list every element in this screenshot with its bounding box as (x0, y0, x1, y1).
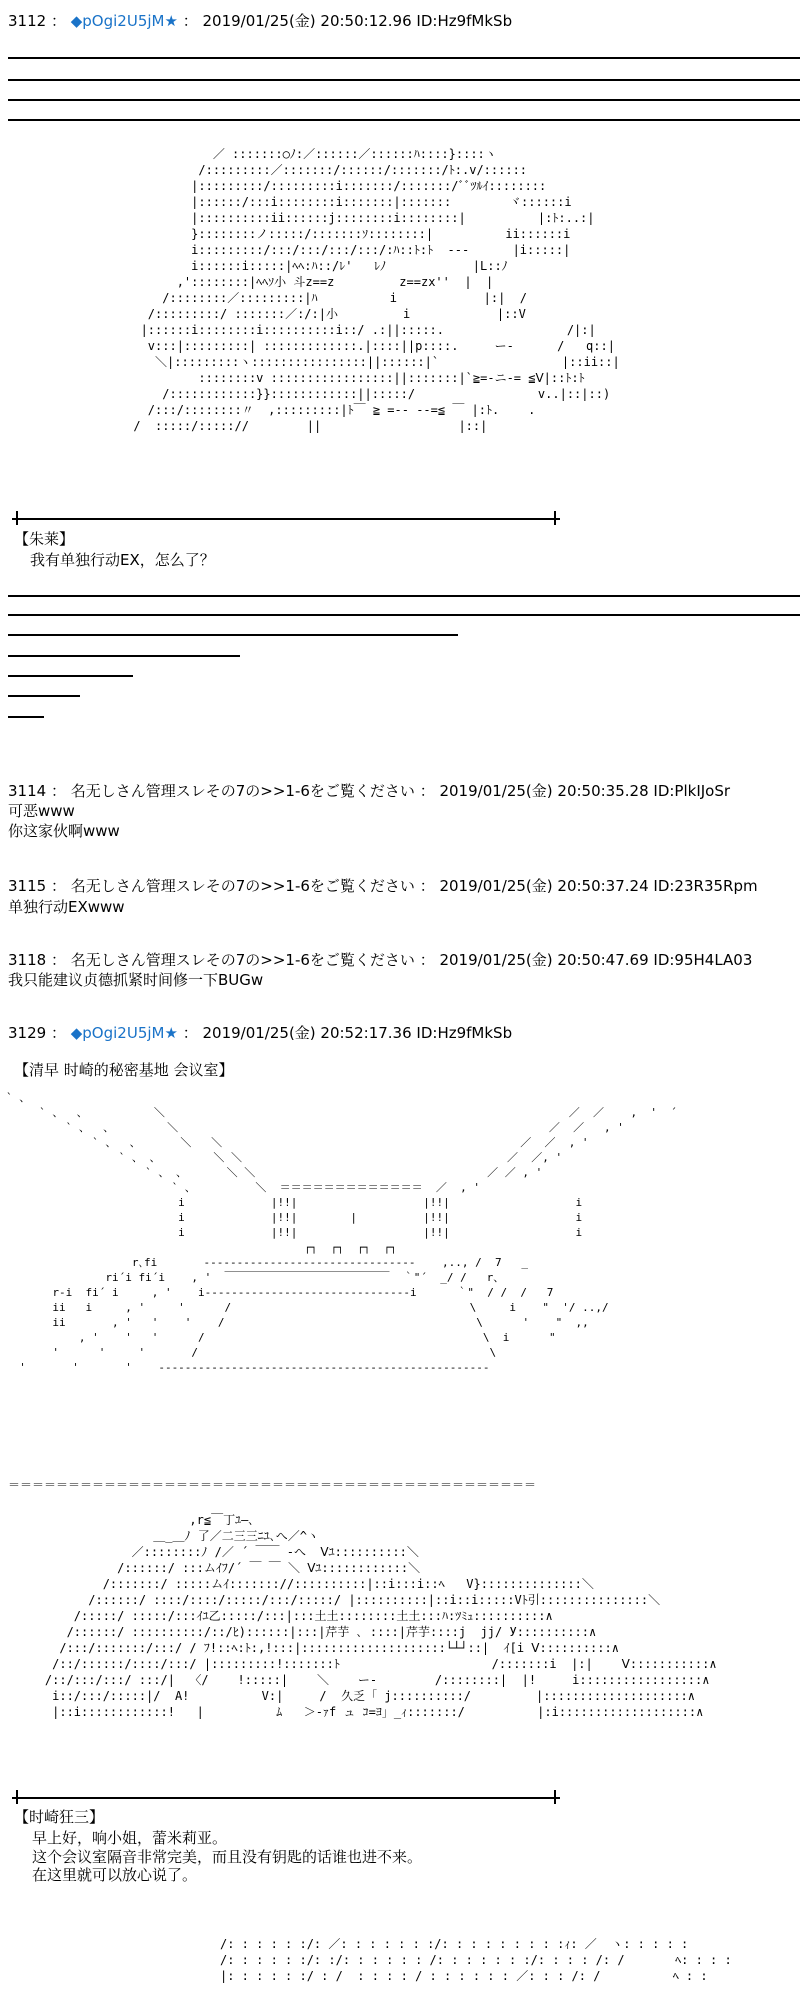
poster-name: 名无しさん管理スレその7の>>1-6をご覧ください (70, 877, 415, 895)
divider-line (8, 614, 800, 616)
post-header-3129: 3129 ： ◆pOgi2U5jM★ ： 2019/01/25(金) 20:52:17.36 ID:Hz9fMkSb (8, 1024, 513, 1042)
ascii-art-character-kurumi: ,r≦￣丁ﾕ―､ ＿_＿ﾉ 了／二三三ﾆﾕ､へ／^ヽ ／::::::::ﾉ /／ ´ ￣￣ ‐へ Ⅴﾕ::::::::::＼ /::::::/ :::ムｲﾌ/´ ￣ ￣ ＼ Ⅴﾕ::::::::::::＼ /:::::::/ :::::ムｲ::::::://::::::::::|::i:::i::ﾍ V}::::::::::::::＼ /::::::/ ::::/::::/:::::/:::/:::::/ |::::::::::|::i::i:::::Vﾄ引:::::::::::::::＼ /:::::/ :::::/:::ｲﾕ乙:::::/:::|:::土土::::::::土土:::ﾊ:ﾂﾐｭ::::::::::∧ /::::::/ ::::::::::/::/ﾋ)::::::|:::|芹芋 ､ ::::|芹芋::::j jj/ У::::::::::∧ /:::/:::::::/:::/ / ﾌ!::ﾍ:ﾄ:,!:::|::::::::::::::::::::└┴┘::| ｲ[i Ⅴ::::::::::∧ /::/::::::/::::/:::/ |:::::::::!:::::::ﾄ /:::::::i |:| Ⅴ:::::::::::∧ /::/:::/:::/ :::/| 〈/ !:::::| ＼ ー‐ /::::::::| |! i:::::::::::::::::∧ i::/:::/:::::|/ A! V:| / 久乏「 j::::::::::/ |::::::::::::::::::::∧ |::i::::::::::::! | ﾑ ＞‐ｧf ュ ｺ=ﾖ」_ｨ:::::::/ |:i:::::::::::::::::::∧ (44, 1513, 717, 1719)
ascii-art-meeting-room: ` 、 ` 、 、 ＼ ／ ／ , ' ´ ` 、 、 ＼ ／ ／ , ' ` 、 、 ＼ ＼ ／ ／ , ' ` 、 、 ＼ ＼ ／ ／, ' ` 、 、 ＼ ＼ ／ ／ , ' ` 、 ＼ ＝＝＝＝＝＝＝＝＝＝＝＝＝ ／ , ' i |!!| |!!| i i |!!| | |!!| i i |!!| |!!| i ┌┐ ┌┐ ┌┐ ┌┐ r､fi ‐‐‐‐‐‐‐‐‐‐‐‐‐‐‐‐‐‐‐‐‐‐‐‐‐‐‐‐‐‐‐‐ ,.., / 7 _ ri´i fi´i , ' ￣￣￣￣￣￣￣￣￣￣￣￣￣￣￣ ｀"´ _/ / r、 r‐i fi´ i , ' i‐‐‐‐‐‐‐‐‐‐‐‐‐‐‐‐‐‐‐‐‐‐‐‐‐‐‐‐‐‐‐i ｀" / / / 7 ii i , ' ' / \ i " '/ ..,/ ii , ' ' ' / \ ' " ,, , ' ' ' / \ i " ' ' ' / \ ' ' ' ‐‐‐‐‐‐‐‐‐‐‐‐‐‐‐‐‐‐‐‐‐‐‐‐‐‐‐‐‐‐‐‐‐‐‐‐‐‐‐‐‐‐‐‐‐‐‐‐‐‐ (6, 1091, 677, 1374)
speaker-label: 【时崎狂三】 (14, 1808, 105, 1826)
trip-link[interactable]: ◆pOgi2U5jM★ (70, 1024, 178, 1042)
dialogue-line: 在这里就可以放心说了。 (32, 1866, 198, 1884)
divider-line (8, 695, 80, 697)
divider-line (8, 634, 458, 636)
post-id[interactable]: ID:23R35Rpm (653, 877, 758, 895)
ascii-art-partial: /: : : : : :/: ／: : : : : : :/: : : : : : : : :ｨ: ／ ヽ: : : : : /: : : : : :/: :/: : : : : : /: : : : : : :/: : : : /: / ﾍ: : : : |: : : : : :/ : / : : : : / : : : : : : ／: : : /: / ﾍ : : (220, 1937, 732, 1983)
speaker-label: 【朱莱】 (14, 530, 75, 548)
poster-name: 名无しさん管理スレその7の>>1-6をご覧ください (70, 782, 415, 800)
post-number: 3129 (8, 1024, 47, 1042)
dialogue-line: 这个会议室隔音非常完美，而且没有钥匙的话谁也进不来。 (32, 1848, 423, 1866)
post-id[interactable]: ID:95H4LA03 (653, 951, 753, 969)
post-header-3112: 3112 ： ◆pOgi2U5jM★ ： 2019/01/25(金) 20:50:12.96 ID:Hz9fMkSb (8, 12, 513, 30)
divider-line (8, 716, 44, 718)
post-header-3114: 3114 ： 名无しさん管理スレその7の>>1-6をご覧ください ： 2019/01/25(金) 20:50:35.28 ID:PlkIJoSr (8, 782, 731, 800)
post-date: 2019/01/25(金) 20:50:35.28 (439, 782, 649, 800)
post-body-line: 我只能建议贞德抓紧时间修一下BUGw (8, 971, 264, 989)
post-id[interactable]: ID:Hz9fMkSb (416, 1024, 513, 1042)
separator-equals: ＝＝＝＝＝＝＝＝＝＝＝＝＝＝＝＝＝＝＝＝＝＝＝＝＝＝＝＝＝＝＝＝＝＝＝＝＝＝＝＝＝＝＝＝ (8, 1478, 537, 1492)
divider-line (8, 119, 800, 121)
dialogue-line: 我有单独行动EX，怎么了？ (30, 551, 215, 569)
divider-line (8, 675, 133, 677)
dialogue-line: 早上好，响小姐，蕾米莉亚。 (32, 1829, 228, 1847)
post-id[interactable]: ID:PlkIJoSr (653, 782, 731, 800)
post-date: 2019/01/25(金) 20:50:37.24 (439, 877, 649, 895)
post-id[interactable]: ID:Hz9fMkSb (416, 12, 513, 30)
post-date: 2019/01/25(金) 20:50:12.96 (202, 12, 412, 30)
post-date: 2019/01/25(金) 20:52:17.36 (202, 1024, 412, 1042)
ascii-art-character-jurai: ／ :::::::○ﾉ:／::::::／::::::ﾊ::::}::::ヽ /:::::::::／:::::::/::::::/:::::::/ﾄ:.v/:::::: |:::::::::/:::::::::i:::::::/:::::::/ﾞﾞﾂﾙｲ:::::::: |::::::/:::i::::::::i:::::::|::::::: ヾ::::::i |::::::::::ii::::::j::::::::i::::::::| |:ﾄ:..:| }::::::::ノ:::::/:::::::ｿ::::::::| ii::::::i i:::::::::/:::/:::/:::/:::/:ﾊ::ﾄ:ﾄ ‐‐‐ |i:::::| i::::::i:::::|ﾍﾍ:ﾊ::/ﾚ' ﾚﾉ |L::ﾉ ,'::::::::|ﾍﾍｿ小 斗z==z z==zx'' | | /::::::::／:::::::::|ﾊ i |:| / /:::::::::/ :::::::／:/:|小 i |::V |::::::i::::::::i::::::::::i::/ .:||:::::. /|:| v:::|:::::::::| :::::::::::::.|::::||p::::. ー‐ / q::| ＼|:::::::::ヽ::::::::::::::::||::::::|` |::ii::| ::::::::v :::::::::::::::::||:::::::|`≧=‐ニ‐= ≦Ⅴ|::ﾄ:ﾄ /::::::::::::}}::::::::::::||:::::/ v..|::|::) /:::/::::::::〃 ,:::::::::|ﾄ￣ ≧ =‐‐ ‐‐=≦ ￣ |:ﾄ. . / :::::/:::::// || |::| (133, 147, 620, 433)
poster-name: 名无しさん管理スレその7の>>1-6をご覧ください (70, 951, 415, 969)
divider-line (8, 79, 800, 81)
divider-line (8, 99, 800, 101)
post-number: 3114 (8, 782, 47, 800)
divider-line (8, 57, 800, 59)
divider-tick (554, 511, 556, 525)
divider-tick (16, 1790, 18, 1804)
divider-line (12, 1797, 560, 1799)
divider-tick (554, 1790, 556, 1804)
divider-line (8, 655, 240, 657)
post-date: 2019/01/25(金) 20:50:47.69 (439, 951, 649, 969)
scene-label: 【清早 时崎的秘密基地 会议室】 (14, 1061, 234, 1079)
trip-link[interactable]: ◆pOgi2U5jM★ (70, 12, 178, 30)
divider-line (8, 595, 800, 597)
post-number: 3118 (8, 951, 47, 969)
post-header-3118: 3118 ： 名无しさん管理スレその7の>>1-6をご覧ください ： 2019/01/25(金) 20:50:47.69 ID:95H4LA03 (8, 951, 753, 969)
post-body-line: 单独行动EXwww (8, 898, 125, 916)
post-number: 3115 (8, 877, 47, 895)
post-body-line: 可恶www (8, 802, 75, 820)
divider-line (12, 518, 560, 520)
post-number: 3112 (8, 12, 47, 30)
post-body-line: 你这家伙啊www (8, 822, 120, 840)
post-header-3115: 3115 ： 名无しさん管理スレその7の>>1-6をご覧ください ： 2019/01/25(金) 20:50:37.24 ID:23R35Rpm (8, 877, 758, 895)
divider-tick (16, 511, 18, 525)
